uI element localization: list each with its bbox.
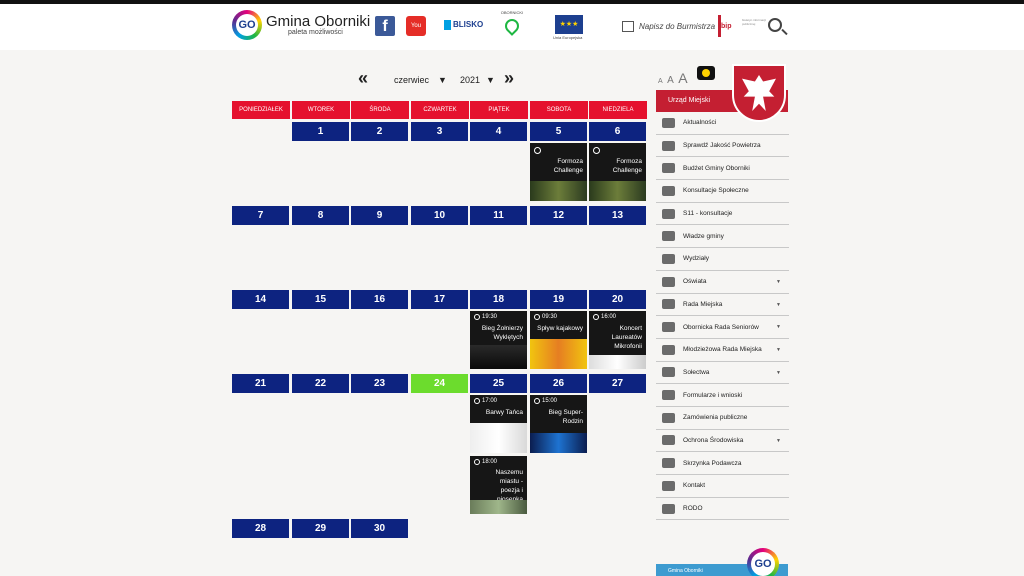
event-title: Formoza Challenge — [553, 158, 583, 174]
sidebar-item-konsultacje[interactable] — [656, 180, 789, 203]
sidebar-item-s11[interactable] — [656, 203, 789, 226]
calendar-day[interactable]: 27 — [589, 374, 646, 393]
sidebar-item-label: Kontakt — [683, 482, 706, 490]
document-icon — [662, 413, 675, 423]
eagle-icon — [742, 75, 776, 111]
sidebar-item-label: RODO — [683, 505, 703, 513]
sidebar-item-label: Obornicka Rada Seniorów — [683, 323, 759, 331]
calendar-day[interactable]: 20 — [589, 290, 646, 309]
sidebar-item-skrzynka[interactable] — [656, 452, 789, 475]
sidebar-item-rada-seniorow[interactable] — [656, 316, 789, 339]
calendar-day[interactable]: 3 — [411, 122, 468, 141]
bip-caption: biuletyn informacji publicznej — [742, 18, 767, 26]
weekday-header: SOBOTA — [530, 101, 588, 119]
event-image — [470, 345, 527, 369]
font-medium-button[interactable]: A — [667, 75, 674, 86]
calendar-day[interactable]: 6 — [589, 122, 646, 141]
calendar-day[interactable]: 29 — [292, 519, 349, 538]
event-tile[interactable] — [470, 456, 527, 514]
search-icon[interactable] — [768, 18, 782, 32]
event-tile[interactable] — [530, 311, 587, 369]
sidebar-item-label: Młodzieżowa Rada Miejska — [683, 346, 762, 354]
event-tile[interactable] — [470, 395, 527, 453]
event-title: Bieg Żołnierzy Wyklętych — [481, 325, 523, 341]
event-tile[interactable] — [530, 395, 587, 453]
shield-icon — [662, 504, 675, 514]
calendar-day[interactable]: 14 — [232, 290, 289, 309]
event-title: Barwy Tańca — [485, 409, 523, 416]
site-header — [0, 4, 1024, 50]
chevron-down-icon[interactable]: ▼ — [776, 369, 781, 376]
font-large-button[interactable]: A — [678, 70, 688, 86]
graduation-cap-icon — [662, 277, 675, 287]
leaf-icon — [662, 435, 675, 445]
clock-icon — [474, 398, 480, 404]
event-title: Formoza Challenge — [612, 158, 642, 174]
event-time-text: 18:00 — [482, 459, 498, 465]
weekday-header: NIEDZIELA — [589, 101, 647, 119]
font-small-button[interactable]: A — [658, 78, 663, 85]
write-to-mayor-label: Napisz do Burmistrza — [639, 22, 716, 31]
event-title: Koncert Laureatów Mikrofonii — [611, 325, 642, 350]
event-title: Naszemu miastu - poezja i — [495, 469, 523, 494]
sidebar-item-wydzialy[interactable] — [656, 248, 789, 271]
event-tile[interactable] — [589, 311, 646, 369]
clock-icon — [593, 147, 600, 154]
chevron-down-icon[interactable]: ▼ — [776, 437, 781, 444]
event-image — [530, 339, 587, 369]
write-to-mayor-link[interactable] — [622, 21, 715, 32]
prev-month-button[interactable]: « — [358, 68, 369, 88]
go-logo-text: GO — [751, 552, 775, 576]
event-time-text: 17:00 — [482, 398, 498, 404]
pen-icon — [622, 21, 634, 32]
blisko-label: BLISKO — [453, 20, 484, 30]
sidebar-item-label: Sołectwa — [683, 368, 710, 376]
weekday-header: CZWARTEK — [411, 101, 469, 119]
chevron-down-icon[interactable]: ▼ — [776, 346, 781, 353]
calendar-day[interactable]: 26 — [530, 374, 587, 393]
air-quality-icon — [662, 141, 675, 151]
newspaper-icon — [662, 118, 675, 128]
consultation-icon — [662, 186, 675, 196]
clock-icon — [593, 314, 599, 320]
youth-icon — [662, 345, 675, 355]
event-image — [470, 423, 527, 453]
calendar-day[interactable]: 8 — [292, 206, 349, 225]
eu-label: Unia Europejska — [553, 35, 583, 40]
year-select[interactable]: 2021 — [460, 75, 481, 85]
eu-flag-icon[interactable]: ★★★ — [555, 15, 583, 34]
calendar-day[interactable]: 22 — [292, 374, 349, 393]
sidebar-item-label: Konsultacje Społeczne — [683, 187, 749, 195]
calendar-day[interactable]: 15 — [292, 290, 349, 309]
logo-title: Gmina Oborniki — [266, 13, 371, 30]
event-time-text: 15:00 — [542, 398, 558, 404]
council-icon — [662, 299, 675, 309]
sidebar-item-label: S11 - konsultacje — [683, 210, 733, 218]
blisko-icon — [444, 20, 451, 30]
calendar-day[interactable]: 1 — [292, 122, 349, 141]
sidebar-item-jakosc-powietrza[interactable] — [656, 135, 789, 158]
calendar-day[interactable]: 2 — [351, 122, 408, 141]
sidebar-item-label: Zamówienia publiczne — [683, 414, 748, 422]
weekday-header: PIĄTEK — [470, 101, 528, 119]
sidebar-item-label: Wydziały — [683, 255, 709, 263]
clock-icon — [474, 314, 480, 320]
event-image — [530, 181, 587, 201]
sidebar-item-rada-miejska[interactable] — [656, 294, 789, 317]
calendar-day[interactable]: 13 — [589, 206, 646, 225]
sidebar-item-label: Skrzynka Podawcza — [683, 459, 742, 467]
next-month-button[interactable]: » — [504, 68, 515, 88]
event-tile[interactable] — [589, 143, 646, 201]
sidebar-item-ochrona-srodowiska[interactable] — [656, 430, 789, 453]
event-tile[interactable] — [530, 143, 587, 201]
logo-mark-icon — [232, 10, 262, 40]
calendar-day[interactable]: 12 — [530, 206, 587, 225]
calendar-day[interactable]: 10 — [411, 206, 468, 225]
month-select[interactable]: czerwiec — [394, 75, 430, 85]
event-time — [593, 314, 616, 320]
map-pin-link[interactable] — [498, 10, 526, 33]
weekday-header: ŚRODA — [351, 101, 409, 119]
clock-icon — [534, 147, 541, 154]
youtube-icon[interactable]: You — [406, 16, 426, 36]
month-navigation — [358, 68, 528, 88]
logo-subtitle: paleta możliwości — [288, 29, 343, 36]
sidebar-item-label: Ochrona Środowiska — [683, 436, 744, 444]
calendar-day[interactable]: 7 — [232, 206, 289, 225]
calendar-day[interactable]: 30 — [351, 519, 408, 538]
clock-icon — [534, 314, 540, 320]
logo-mark-text: GO — [236, 14, 258, 36]
facebook-icon[interactable]: f — [375, 16, 395, 36]
event-time — [534, 398, 557, 404]
calendar-day[interactable]: 25 — [470, 374, 527, 393]
sidebar-item-label: Rada Miejska — [683, 300, 723, 308]
calendar-day[interactable]: 4 — [470, 122, 527, 141]
sidebar-item-label: Władze gminy — [683, 232, 724, 240]
map-pin-icon — [502, 16, 522, 36]
sidebar-item-label: Formularze i wnioski — [683, 391, 743, 399]
weekday-header: WTOREK — [292, 101, 350, 119]
calendar-day-today[interactable]: 24 — [411, 374, 468, 393]
village-icon — [662, 367, 675, 377]
pin-label: OBORNICKI — [500, 10, 524, 15]
go-logo-icon[interactable] — [747, 548, 779, 576]
form-icon — [662, 390, 675, 400]
event-tile[interactable] — [470, 311, 527, 369]
people-icon — [662, 231, 675, 241]
weekday-header: PONIEDZIAŁEK — [232, 101, 290, 119]
font-size-controls — [658, 70, 688, 88]
calendar-day[interactable]: 21 — [232, 374, 289, 393]
sidebar-item-formularze[interactable] — [656, 384, 789, 407]
contrast-icon[interactable] — [697, 66, 715, 80]
sidebar-item-oswiata[interactable] — [656, 271, 789, 294]
event-time — [474, 398, 497, 404]
sidebar-item-label: Oświata — [683, 278, 707, 286]
inbox-icon — [662, 458, 675, 468]
clock-icon — [474, 459, 480, 465]
sidebar-menu — [656, 112, 789, 520]
chevron-down-icon[interactable]: ▼ — [776, 324, 781, 331]
calendar-day[interactable]: 9 — [351, 206, 408, 225]
calendar-day[interactable]: 23 — [351, 374, 408, 393]
calendar-day[interactable]: 16 — [351, 290, 408, 309]
sidebar-item-mlodziezowa-rada[interactable] — [656, 339, 789, 362]
calendar-day[interactable]: 28 — [232, 519, 289, 538]
event-title: Bieg Super-Rodzin — [548, 409, 583, 425]
bip-logo[interactable] — [718, 15, 740, 37]
event-time-text: 16:00 — [601, 314, 617, 320]
calendar-day[interactable]: 17 — [411, 290, 468, 309]
chevron-down-icon[interactable]: ▼ — [438, 75, 447, 85]
calendar-day[interactable]: 5 — [530, 122, 587, 141]
departments-icon — [662, 254, 675, 264]
event-time-text: 19:30 — [482, 314, 498, 320]
sidebar-item-label: Aktualności — [683, 119, 717, 127]
event-time-text: 09:30 — [542, 314, 558, 320]
calendar-day[interactable]: 19 — [530, 290, 587, 309]
event-title: Spływ kajakowy — [537, 325, 583, 332]
event-image — [470, 500, 527, 514]
phone-icon — [662, 481, 675, 491]
chevron-down-icon[interactable]: ▼ — [776, 301, 781, 308]
blisko-link[interactable] — [444, 20, 483, 30]
sidebar-item-zamowienia[interactable] — [656, 407, 789, 430]
event-image — [589, 181, 646, 201]
calendar-day[interactable]: 18 — [470, 290, 527, 309]
site-logo[interactable] — [232, 10, 370, 40]
event-time — [474, 314, 497, 320]
sidebar-item-label: Budżet Gminy Oborniki — [683, 164, 750, 172]
calendar-day[interactable]: 11 — [470, 206, 527, 225]
event-time — [474, 459, 497, 465]
seniors-icon — [662, 322, 675, 332]
bip-label: bip — [721, 23, 732, 30]
sidebar-item-budzet[interactable] — [656, 157, 789, 180]
urzad-miejski-link[interactable]: Urząd Miejski — [656, 90, 788, 112]
sidebar-item-wladze[interactable] — [656, 225, 789, 248]
chevron-down-icon[interactable]: ▼ — [486, 75, 495, 85]
budget-icon — [662, 163, 675, 173]
event-image — [589, 355, 646, 369]
sidebar-item-aktualnosci[interactable] — [656, 112, 789, 135]
chevron-down-icon[interactable]: ▼ — [776, 278, 781, 285]
sidebar-item-solectwa[interactable] — [656, 362, 789, 385]
road-icon — [662, 209, 675, 219]
sidebar-item-rodo[interactable] — [656, 498, 789, 521]
clock-icon — [534, 398, 540, 404]
bottom-banner[interactable]: Gmina Oborniki — [656, 564, 788, 576]
event-image — [530, 433, 587, 453]
sidebar-item-kontakt[interactable] — [656, 475, 789, 498]
sidebar-item-label: Sprawdź Jakość Powietrza — [683, 142, 761, 150]
event-time — [534, 314, 557, 320]
